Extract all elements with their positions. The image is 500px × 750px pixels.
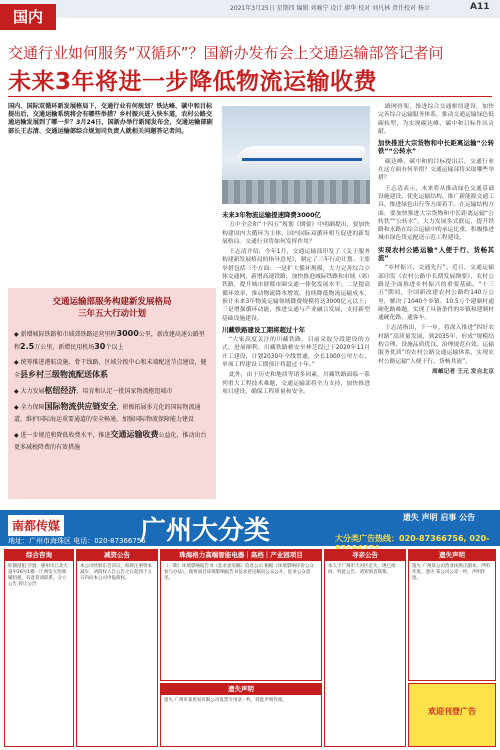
paragraph: 碳达峰、碳中和的目标提出后，交通行业在这方面有何举措？交通运输部将采取哪些举措？ [378,158,494,182]
subhead: 未来3年物流运输提速降费3000亿 [222,211,321,219]
ad-cell-heading: 综合咨询 [5,550,73,561]
ad-cell [76,549,158,747]
masthead-meta: 2021年3月25日 星期四 编辑 刘喻宁 设计 廖华 校对 刘凡林 责任校对 杨立 [230,5,430,12]
infobox-item: ◆ 进一步规范和降低收费水平，推进交通运输收费公益化，推动出台更多减税降费的有效措施 [14,430,207,451]
ad-cell-heading: 遗失声明 [161,684,321,695]
infobox-item: ◆ 统筹推进港航设施、骨干线路、区域分拨中心和末端配送节点建设，健全县乡村三级物流配送体系 [14,359,207,379]
paragraph: “乡村振兴，交通先行”。近日，交通运输部印发《农村公路中长期发展纲要》，农村公路是全面推进乡村振兴的重要基础。“十三五”期间，全国新改建农村公路约140万公里，解决了1040个乡镇、10.5万个建制村通硬化路难题，实现了具备条件的乡镇和建制村通硬化路，通客车。 [378,265,494,322]
infobox-title [8,296,216,320]
paragraph: 路网骨架，推进综合交通枢纽建设，加快完善综合运输服务体系，推动交通运输绿色低碳转型，为实现碳达峰、碳中和目标作出贡献。 [378,104,494,135]
infobox-item: ◆ 全力保障国际物流供应链安全，积极拓展多元化的国际物流通道，维护国际海运重要通道的安全畅通，加强国际物流保障能力建设 [14,402,201,423]
train-track [222,180,370,204]
paragraph: 王志清指出，下一步，将深入推进“四好农村路”高质量发展，到2035年，形成“规模结构合理、设施品质优良、治理规范有效、运输服务优质”的农村公路交通运输体系，实现农村公路运输“人便于行、货畅其流”。 [378,325,494,365]
ad-logo: 南都传媒 [8,515,64,536]
ad-cell-heading: 遗失声明 [409,550,495,561]
subhead: 实现农村公路运输“人便于行、货畅其流” [378,245,494,263]
paragraph: “大家高度关注的川藏铁路，目前采取分段建设的方式，进展顺利。川藏铁路雅安至林芝段已于2020年11月开工建设，计划2030年全线贯通，全长1000公里左右，单项工程建设工期预计将超过十年。” [222,337,370,369]
ad-cell [408,683,496,747]
article-column-3 [378,103,494,500]
infobox-item: ◆ 新增城际铁路和市域郊铁路运营里程3000公里，新改建高速公路里程2.5万公里，新增民用机场30个以上 [14,329,205,351]
section-tab: 国内 [0,4,56,30]
train-stripe [242,158,362,161]
subhead: 川藏铁路建设工期将超过十年 [222,325,306,334]
ad-cell-text: （一期）环境影响报告书（征求意见稿）信息公示 根据《环境影响评价公众参与办法》，现将项目环境影响报告书征求意见稿向公众公开，征求公众意见。 [164,564,314,581]
ad-address: 地址：广州市海珠区 电话：020-87366756 [8,537,146,545]
article-kicker: 交通行业如何服务“双循环”？国新办发布会上交通运输部答记者问 [8,44,444,62]
infobox-title-line1: 交通运输部服务构建新发展格局 [52,297,172,307]
ad-title: 广州大分类 [140,516,271,546]
ad-cell-text: 遗失 广州市某贸易有限公司发票专用章一枚，特此声明作废。 [164,698,287,703]
ad-grid [4,549,496,747]
train-photo [222,106,370,204]
infobox-list [14,328,210,457]
ad-cell [4,549,74,747]
ad-cell [160,549,322,681]
ad-cell-heading: 寻亲公告 [325,550,405,561]
ad-hotline: 大分类广告热线：020-87366756, 020- [335,534,490,543]
byline: 周頔记者 王元 发自北京 [431,368,494,375]
ad-cell [408,549,496,681]
ad-cell-text: 遗失 广州某公司营业执照正副本，声明作废。遗失 某公司公章一枚，声明作废。 [412,564,490,581]
ad-cell-text: 本人于广州市天河区走失，现已找回，特此公告。请知情者联系。 [328,564,396,575]
ad-cell-text: 本公司经股东会决议，拟将注册资本减少，请债权人自公告之日起四十五日内向本公司申报债权。 [80,564,152,581]
paragraph: 此外，由于历史和地质等诸多因素，川藏铁路面临一系列重大工程技术难题，交通运输部将全力支持，加快推进项目建设，确保工程质量和安全。 [222,372,370,395]
infobox-item: ◆ 大力发展枢纽经济，培育和认定一批国家物流枢纽城市 [14,386,173,395]
ad-cell [324,549,406,747]
paragraph: 王志清表示，未来将从推动绿色交通基础设施建设、优化运输结构、推广新能源交通工具、推进绿色出行等方面着手。在运输结构方面，要加快推进大宗货物和中长距离运输“公转铁”“公转水”，大力发展多式联运，提升铁路和水路在综合运输中的承运比重，积极推进城市绿色货运配送示范工程建设。 [378,185,494,242]
article-column-2 [222,208,370,500]
ad-cell-text: 旺铺招租 空置：惠州市江北大道中26号1楼一厅两室大型商铺招租，有意者请联系。分立公告 转让公告 [8,564,68,587]
ad-cell-heading: 欢迎刊登广告 [428,707,476,716]
ad-cell-heading: 珠海格力高端智能电器｜高档｜产业园项目 [161,550,321,561]
infobox-title-line2: 三年五大行动计划 [77,309,146,319]
subhead: 加快推进大宗货物和中长距离运输“公转铁”“公转水” [378,139,494,156]
article-lede: 国内、国际双循环新发展格局下，交通行业有何规划？铁达峰、碳中和目标提出后，交通运输系统将会有哪些举措？乡村振兴进入快车道，农村公路交通运输发展到了哪一步？3月24日，国新办举行新闻发布会，交通运输部副部长王志清、交通运输部综合规划司负责人就相关问题答记者问。 [8,103,213,135]
ad-cell [160,683,322,747]
paragraph: 五中全会和“十四五”规划《纲要》中明确提出，要加快构建国内大循环为主体、国内国际双循环相互促进的新发展格局。交通行业将如何发挥作用？ [222,222,370,245]
divider [8,96,492,97]
article-headline: 未来3年将进一步降低物流运输收费 [8,69,378,95]
ad-cell-heading: 减资公告 [77,550,157,561]
ad-categories: 遗失 声明 启事 公告 [402,513,476,522]
train-body [232,146,365,168]
paragraph: 王志清介绍，今年1月，交通运输部印发了《关于服务构建新发展格局的指导意见》，制定了三年行动计划。主要举措包括三个方面：一是扩大循环规模，大力完善综合立体交通网，新增高速铁路、加快推进城际铁路和市域（郊）铁路，提升城市群都市圈交通一体化发展水平；二是提高循环效率，推动物流降本增效，持续降低物流运输成本，预计未来3年物流运输领域降费规模将达3000亿元以上；三是增强循环动能，推进交通与产业融合发展，支持新型基础设施建设。 [222,249,370,322]
page-number: A11 [470,2,490,12]
